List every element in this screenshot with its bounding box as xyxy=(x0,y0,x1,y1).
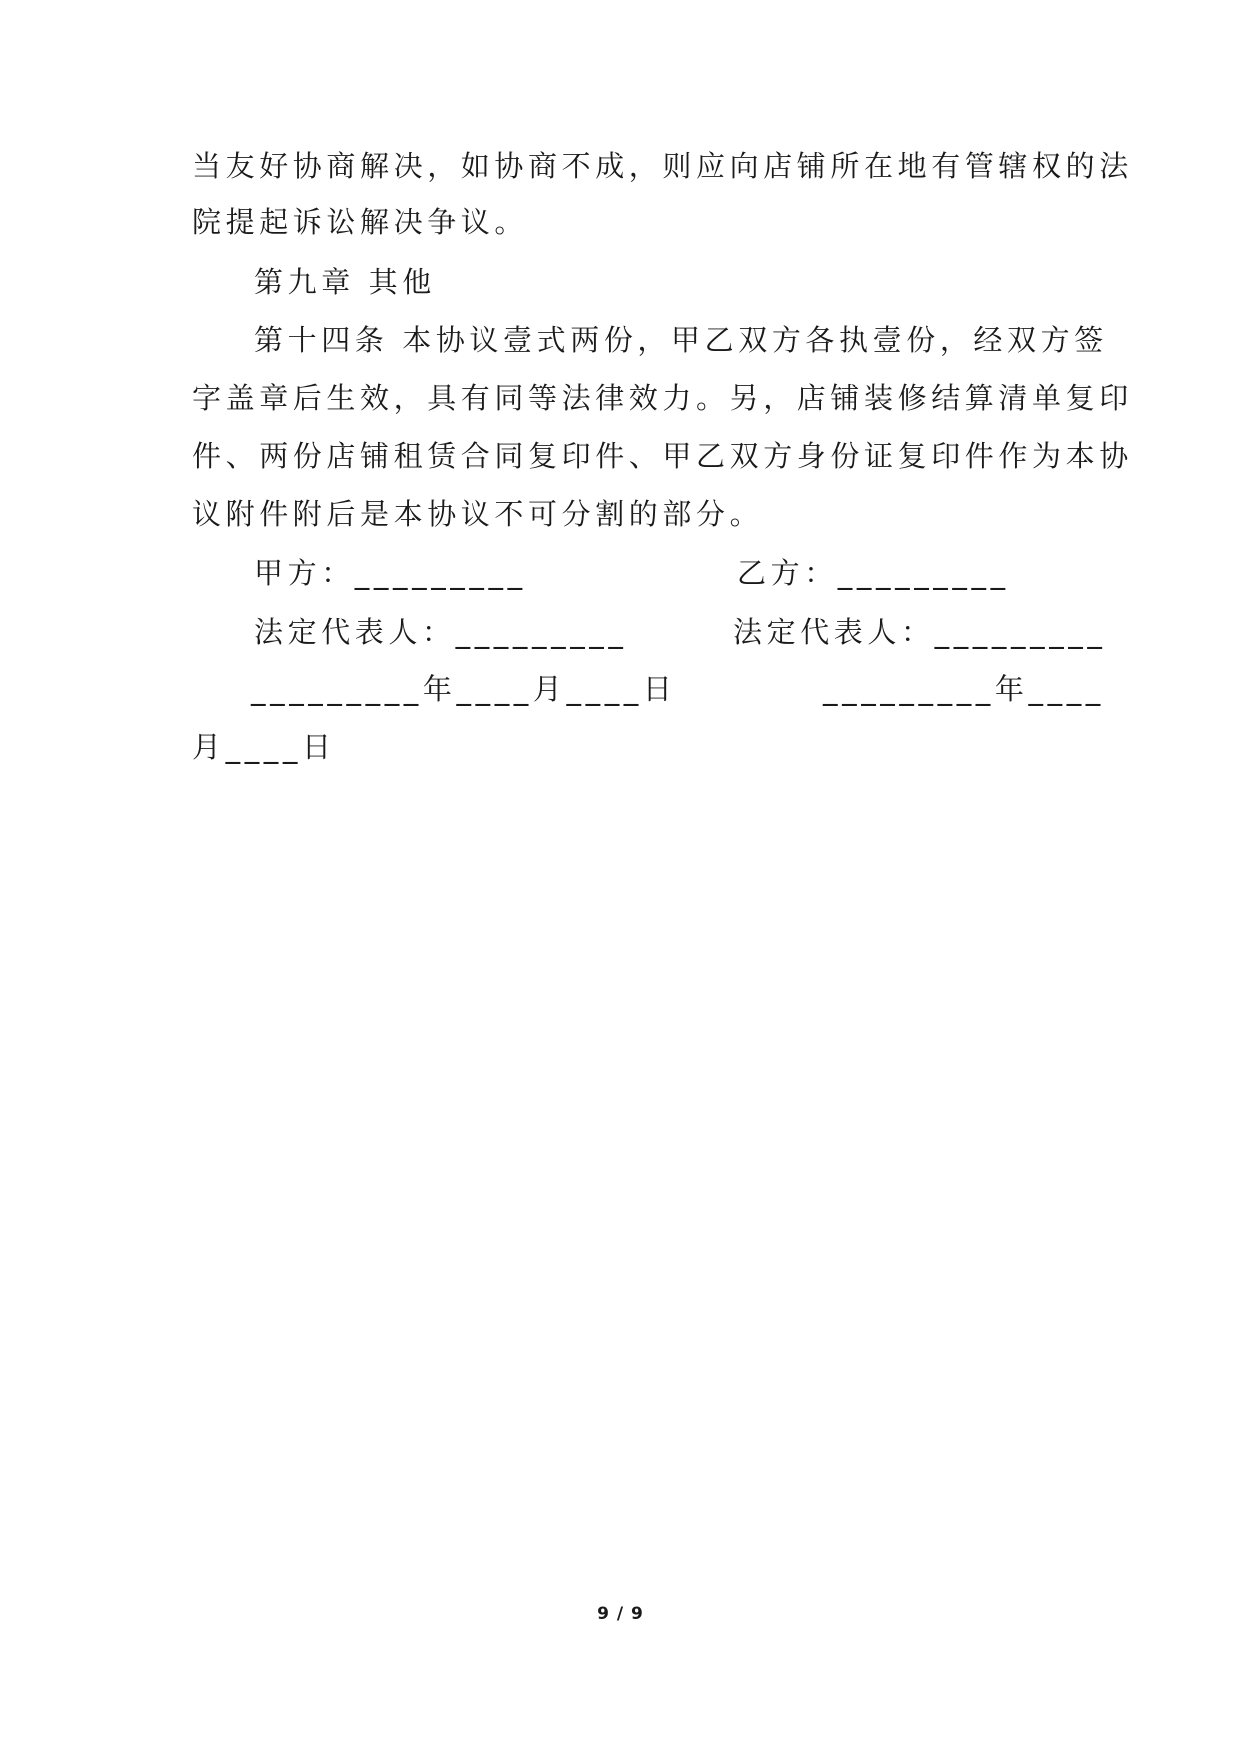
party-a-field: 甲方：_________ xyxy=(254,556,527,590)
paragraph-line: 件、两份店铺租赁合同复印件、甲乙双方身份证复印件作为本协 xyxy=(192,439,1133,473)
party-b-date-field-continued: 月____日 xyxy=(192,730,336,764)
paragraph-line: 当友好协商解决，如协商不成，则应向店铺所在地有管辖权的法 xyxy=(192,149,1133,183)
party-a-representative-field: 法定代表人：_________ xyxy=(254,615,628,649)
chapter-heading: 第九章 其他 xyxy=(254,265,436,299)
article-line: 第十四条 本协议壹式两份，甲乙双方各执壹份，经双方签 xyxy=(254,323,1108,357)
party-b-field: 乙方：_________ xyxy=(737,556,1010,590)
paragraph-line: 字盖章后生效，具有同等法律效力。另，店铺装修结算清单复印 xyxy=(192,381,1133,415)
paragraph-line: 院提起诉讼解决争议。 xyxy=(192,205,529,239)
party-b-representative-field: 法定代表人：_________ xyxy=(733,615,1107,649)
paragraph-line: 议附件附后是本协议不可分割的部分。 xyxy=(192,497,764,531)
party-b-date-field: _________年____ xyxy=(823,672,1105,706)
page-number: 9 / 9 xyxy=(597,1604,644,1624)
party-a-date-field: _________年____月____日 xyxy=(251,672,677,706)
